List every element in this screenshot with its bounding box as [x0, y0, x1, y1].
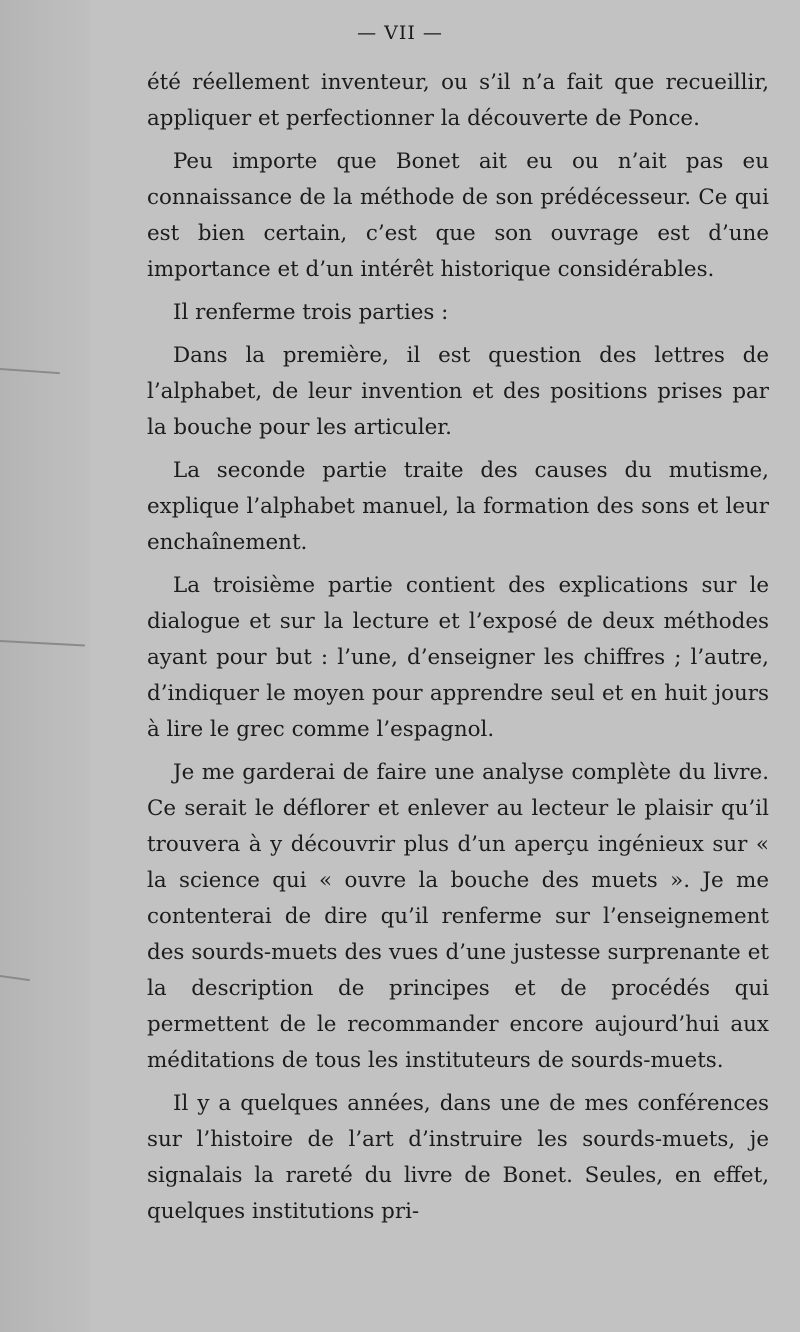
paragraph: Dans la première, il est question des lettres de l’alphabet, de leur invention et des positions prises par la bouche pour les articuler. — [147, 343, 769, 440]
paragraph: été réellement inventeur, ou s’il n’a fait que recueillir, appliquer et perfectionner la découverte de Ponce. — [147, 70, 769, 131]
paragraph: Il renferme trois parties : — [173, 300, 449, 325]
page-number: — VII — — [357, 22, 443, 44]
body-text — [147, 65, 769, 1237]
paragraph: La seconde partie traite des causes du mutisme, explique l’alphabet manuel, la formation des sons et leur enchaînement. — [147, 458, 769, 555]
paragraph: La troisième partie contient des explications sur le dialogue et sur la lecture et l’exposé de deux méthodes ayant pour but : l’une, d’enseigner les chiffres ; l’autre, d’indiquer le moyen pour apprendre seul et en huit jours à lire le grec comme l’espagnol. — [147, 573, 769, 742]
paper-crease — [0, 368, 60, 374]
paper-crease — [0, 975, 30, 981]
paragraph: Je me garderai de faire une analyse complète du livre. Ce serait le déflorer et enlever au lecteur le plaisir qu’il trouvera à y découvrir plus d’un aperçu ingénieux sur « la science qui « ouvre la bouche des muets ». Je me contenterai de dire qu’il renferme sur l’enseignement des sourds-muets des vues d’une justesse surprenante et la description de principes et de procédés qui permettent de le recommander encore aujourd’hui aux méditations de tous les instituteurs de sourds-muets. — [147, 760, 769, 1073]
paragraph: Il y a quelques années, dans une de mes conférences sur l’histoire de l’art d’instruire les sourds-muets, je signalais la rareté du livre de Bonet. Seules, en effet, quelques institutions pri- — [147, 1091, 769, 1224]
paragraph: Peu importe que Bonet ait eu ou n’ait pas eu connaissance de la méthode de son prédécesseur. Ce qui est bien certain, c’est que son ouvrage est d’une importance et d’un intérêt historique considérables. — [147, 149, 769, 282]
page-left-margin — [0, 0, 100, 1332]
paper-crease — [0, 640, 85, 646]
